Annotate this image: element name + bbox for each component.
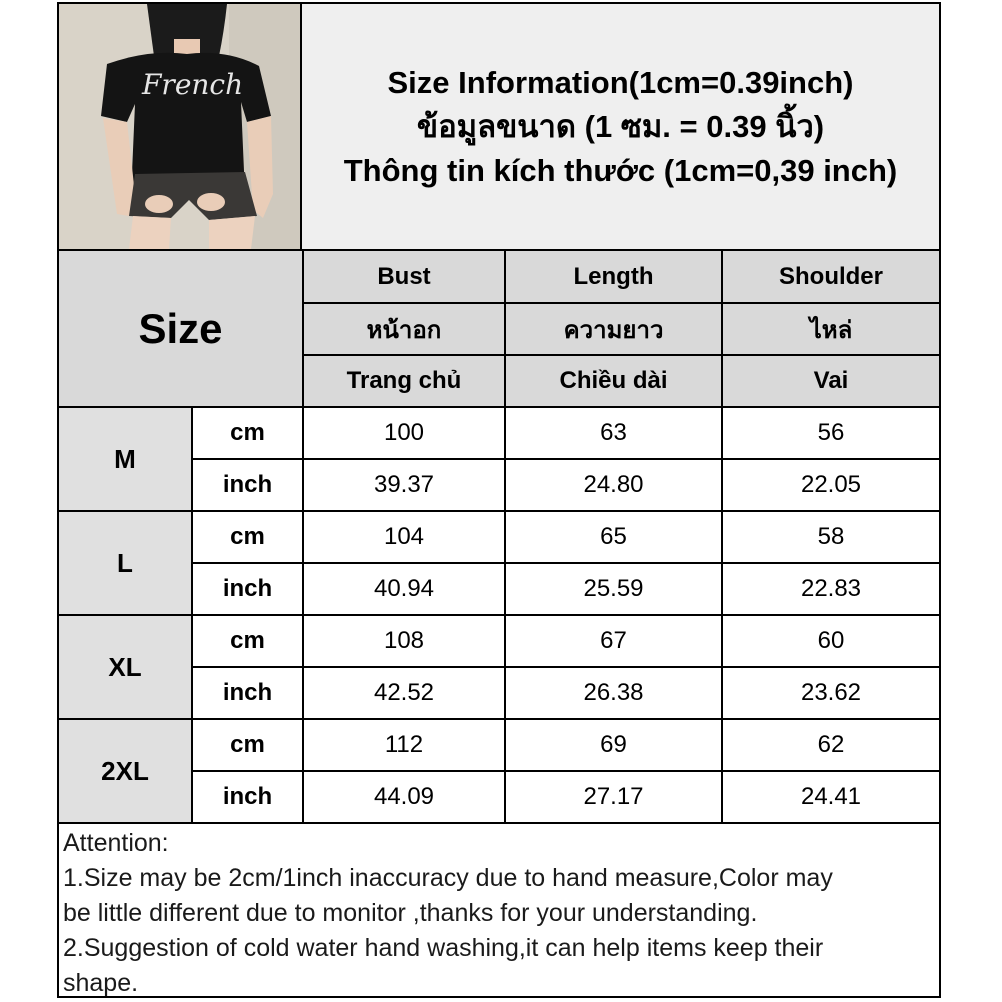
unit-inch: inch	[193, 460, 302, 510]
grid-line	[304, 302, 939, 304]
xl-length-inch: 26.38	[506, 668, 721, 718]
col-bust-en: Bust	[304, 251, 504, 302]
col-shoulder-th: ไหล่	[723, 304, 939, 354]
l-shoulder-cm: 58	[723, 512, 939, 562]
unit-cm: cm	[193, 408, 302, 458]
size-label-m: M	[59, 408, 191, 510]
l-length-inch: 25.59	[506, 564, 721, 614]
m-bust-inch: 39.37	[304, 460, 504, 510]
grid-line	[193, 770, 939, 772]
2xl-length-inch: 27.17	[506, 772, 721, 822]
unit-cm: cm	[193, 616, 302, 666]
xl-length-cm: 67	[506, 616, 721, 666]
2xl-bust-cm: 112	[304, 720, 504, 770]
attention-notes	[63, 826, 937, 1001]
size-label-2xl: 2XL	[59, 720, 191, 822]
shirt-print-text: French	[142, 68, 244, 101]
m-length-inch: 24.80	[506, 460, 721, 510]
xl-bust-cm: 108	[304, 616, 504, 666]
l-shoulder-inch: 22.83	[723, 564, 939, 614]
attention-line: 2.Suggestion of cold water hand washing,it can help items keep their	[63, 934, 824, 962]
unit-inch: inch	[193, 668, 302, 718]
title-thai: ข้อมูลขนาด (1 ซม. = 0.39 นิ้ว)	[416, 108, 825, 144]
grid-line	[504, 251, 506, 824]
attention-line: shape.	[63, 969, 139, 997]
size-information-title	[302, 4, 939, 249]
size-label-xl: XL	[59, 616, 191, 718]
unit-cm: cm	[193, 720, 302, 770]
m-shoulder-inch: 22.05	[723, 460, 939, 510]
col-length-en: Length	[506, 251, 721, 302]
grid-line	[59, 406, 939, 408]
2xl-shoulder-inch: 24.41	[723, 772, 939, 822]
attention-heading: Attention:	[63, 829, 169, 857]
grid-line	[59, 718, 939, 720]
m-bust-cm: 100	[304, 408, 504, 458]
size-label-l: L	[59, 512, 191, 614]
grid-line	[193, 562, 939, 564]
xl-shoulder-cm: 60	[723, 616, 939, 666]
grid-line	[721, 251, 723, 824]
unit-cm: cm	[193, 512, 302, 562]
l-bust-cm: 104	[304, 512, 504, 562]
m-length-cm: 63	[506, 408, 721, 458]
m-shoulder-cm: 56	[723, 408, 939, 458]
xl-bust-inch: 42.52	[304, 668, 504, 718]
2xl-length-cm: 69	[506, 720, 721, 770]
col-shoulder-vi: Vai	[723, 356, 939, 406]
attention-line: be little different due to monitor ,thanks for your understanding.	[63, 899, 758, 927]
xl-shoulder-inch: 23.62	[723, 668, 939, 718]
grid-line	[193, 458, 939, 460]
2xl-shoulder-cm: 62	[723, 720, 939, 770]
col-length-th: ความยาว	[506, 304, 721, 354]
title-vietnamese: Thông tin kích thước (1cm=0,39 inch)	[343, 152, 898, 188]
2xl-bust-inch: 44.09	[304, 772, 504, 822]
col-bust-th: หน้าอก	[304, 304, 504, 354]
size-header: Size	[59, 251, 302, 406]
col-bust-vi: Trang chủ	[304, 356, 504, 406]
grid-line	[302, 251, 304, 824]
unit-inch: inch	[193, 772, 302, 822]
attention-line: 1.Size may be 2cm/1inch inaccuracy due to hand measure,Color may	[63, 864, 833, 892]
col-shoulder-en: Shoulder	[723, 251, 939, 302]
l-bust-inch: 40.94	[304, 564, 504, 614]
product-photo	[59, 4, 302, 249]
grid-line	[193, 666, 939, 668]
grid-line	[59, 614, 939, 616]
grid-line	[304, 354, 939, 356]
l-length-cm: 65	[506, 512, 721, 562]
title-english: Size Information(1cm=0.39inch)	[387, 64, 854, 100]
grid-line	[59, 822, 939, 824]
col-length-vi: Chiều dài	[506, 356, 721, 406]
unit-inch: inch	[193, 564, 302, 614]
model-illustration	[59, 4, 300, 249]
grid-line	[59, 510, 939, 512]
